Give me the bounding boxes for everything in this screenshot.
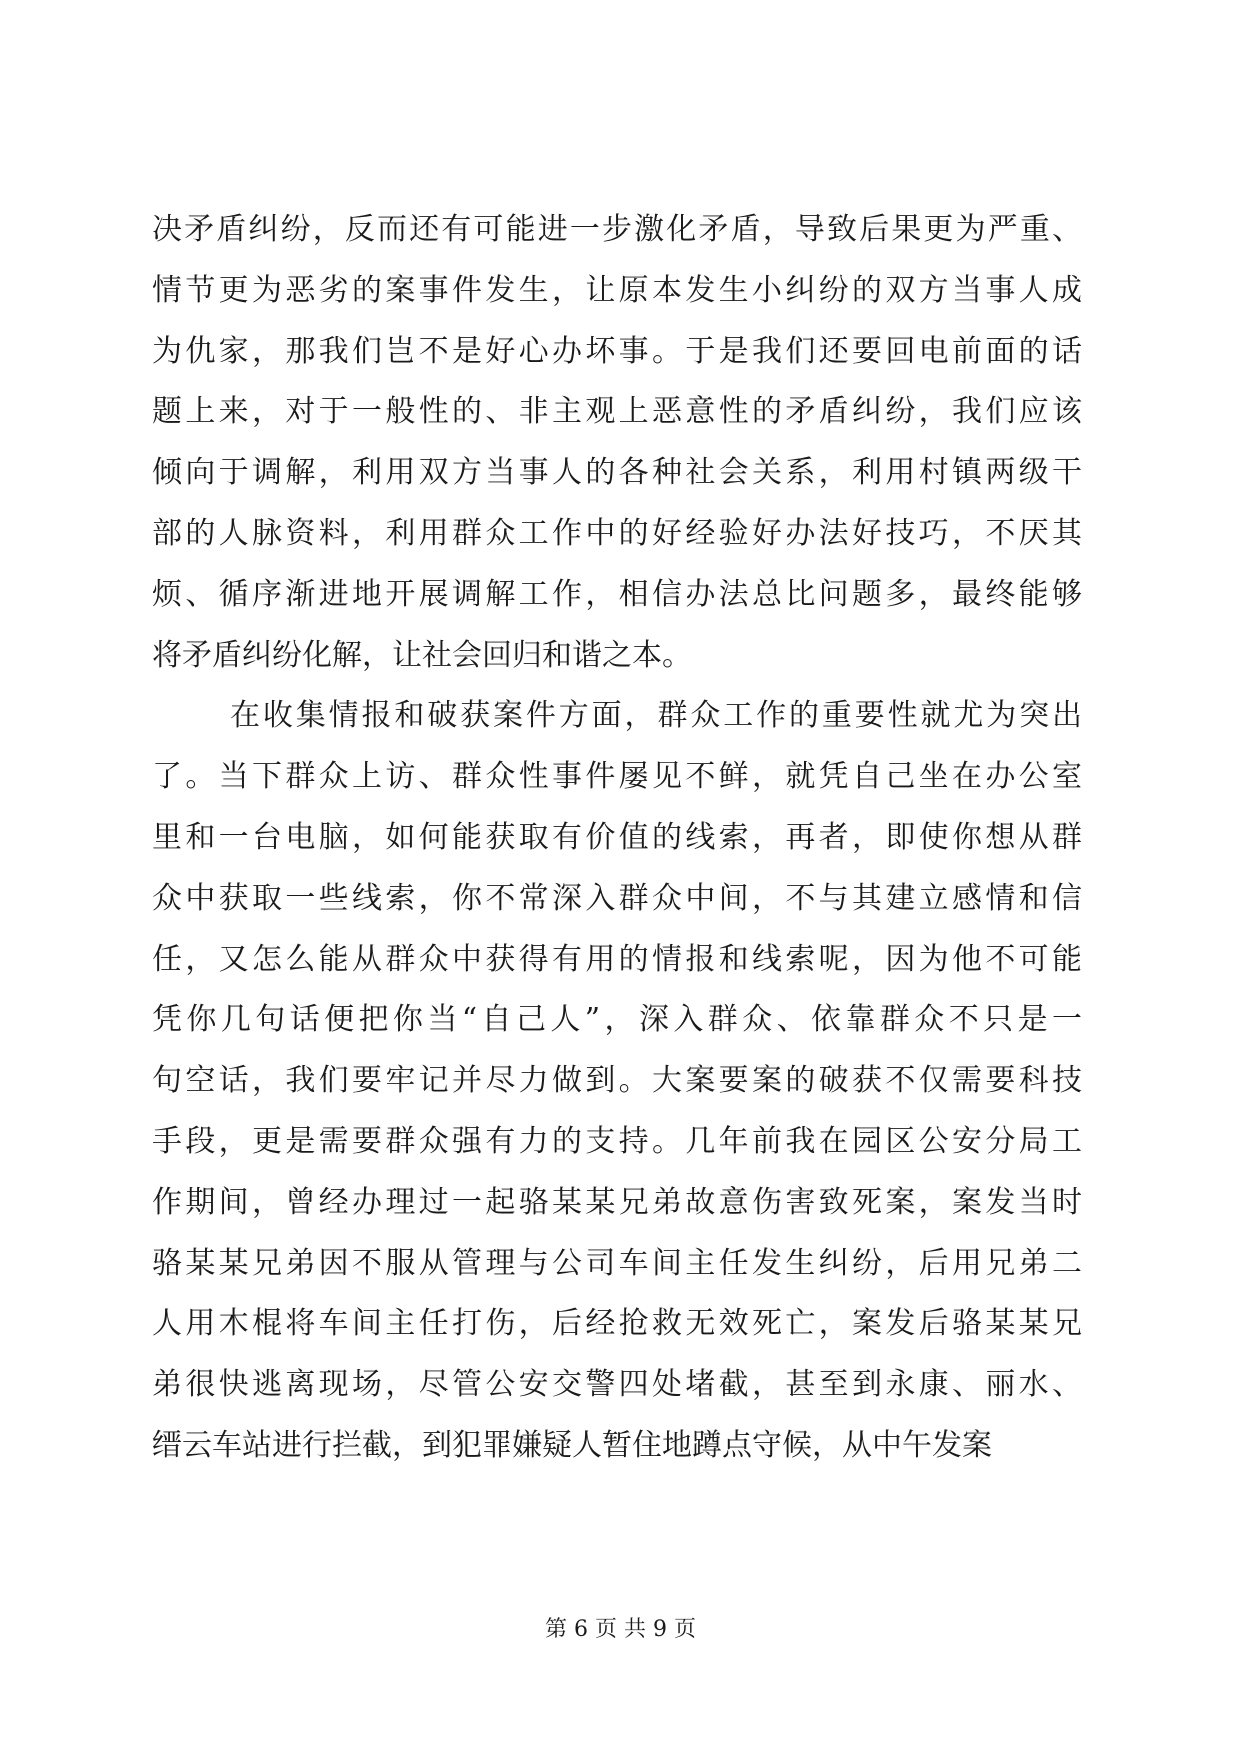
paragraph bbox=[152, 686, 1082, 1476]
text-line: 为仇家，那我们岂不是好心办坏事。于是我们还要回电前面的话 bbox=[152, 333, 1082, 369]
text-line: 人用木棍将车间主任打伤，后经抢救无效死亡，案发后骆某某兄 bbox=[152, 1306, 1082, 1342]
text-line: 烦、循序渐进地开展调解工作，相信办法总比问题多，最终能够 bbox=[152, 576, 1082, 612]
text-line: 里和一台电脑，如何能获取有价值的线索，再者，即使你想从群 bbox=[152, 819, 1082, 855]
text-line: 决矛盾纠纷，反而还有可能进一步激化矛盾，导致后果更为严重、 bbox=[152, 212, 1082, 247]
text-line: 手段，更是需要群众强有力的支持。几年前我在园区公安分局工 bbox=[152, 1123, 1082, 1159]
text-line: 句空话，我们要牢记并尽力做到。大案要案的破获不仅需要科技 bbox=[152, 1063, 1082, 1099]
text-line: 缙云车站进行拦截，到犯罪嫌疑人暂住地蹲点守候，从中午发案 bbox=[152, 1427, 992, 1463]
text-line: 在收集情报和破获案件方面，群众工作的重要性就尤为突出 bbox=[230, 698, 1082, 734]
text-line: 凭你几句话便把你当“自己人”，深入群众、依靠群众不只是一 bbox=[152, 1002, 1082, 1038]
text-line: 情节更为恶劣的案事件发生，让原本发生小纠纷的双方当事人成 bbox=[152, 272, 1082, 308]
text-line: 众中获取一些线索，你不常深入群众中间，不与其建立感情和信 bbox=[152, 880, 1082, 916]
paragraph bbox=[152, 200, 1082, 686]
text-line: 将矛盾纠纷化解，让社会回归和谐之本。 bbox=[152, 637, 692, 673]
text-line: 了。当下群众上访、群众性事件屡见不鲜，就凭自己坐在办公室 bbox=[152, 759, 1082, 795]
text-line: 弟很快逃离现场，尽管公安交警四处堵截，甚至到永康、丽水、 bbox=[152, 1367, 1082, 1403]
text-line: 任，又怎么能从群众中获得有用的情报和线索呢，因为他不可能 bbox=[152, 941, 1082, 977]
text-line: 倾向于调解，利用双方当事人的各种社会关系，利用村镇两级干 bbox=[152, 455, 1082, 491]
document-body bbox=[152, 200, 1082, 1477]
text-line: 题上来，对于一般性的、非主观上恶意性的矛盾纠纷，我们应该 bbox=[152, 394, 1082, 430]
page-footer: 第 6 页 共 9 页 bbox=[545, 1617, 696, 1642]
text-line: 作期间，曾经办理过一起骆某某兄弟故意伤害致死案，案发当时 bbox=[152, 1184, 1082, 1220]
text-line: 部的人脉资料，利用群众工作中的好经验好办法好技巧，不厌其 bbox=[152, 515, 1082, 551]
text-line: 骆某某兄弟因不服从管理与公司车间主任发生纠纷，后用兄弟二 bbox=[152, 1245, 1082, 1281]
